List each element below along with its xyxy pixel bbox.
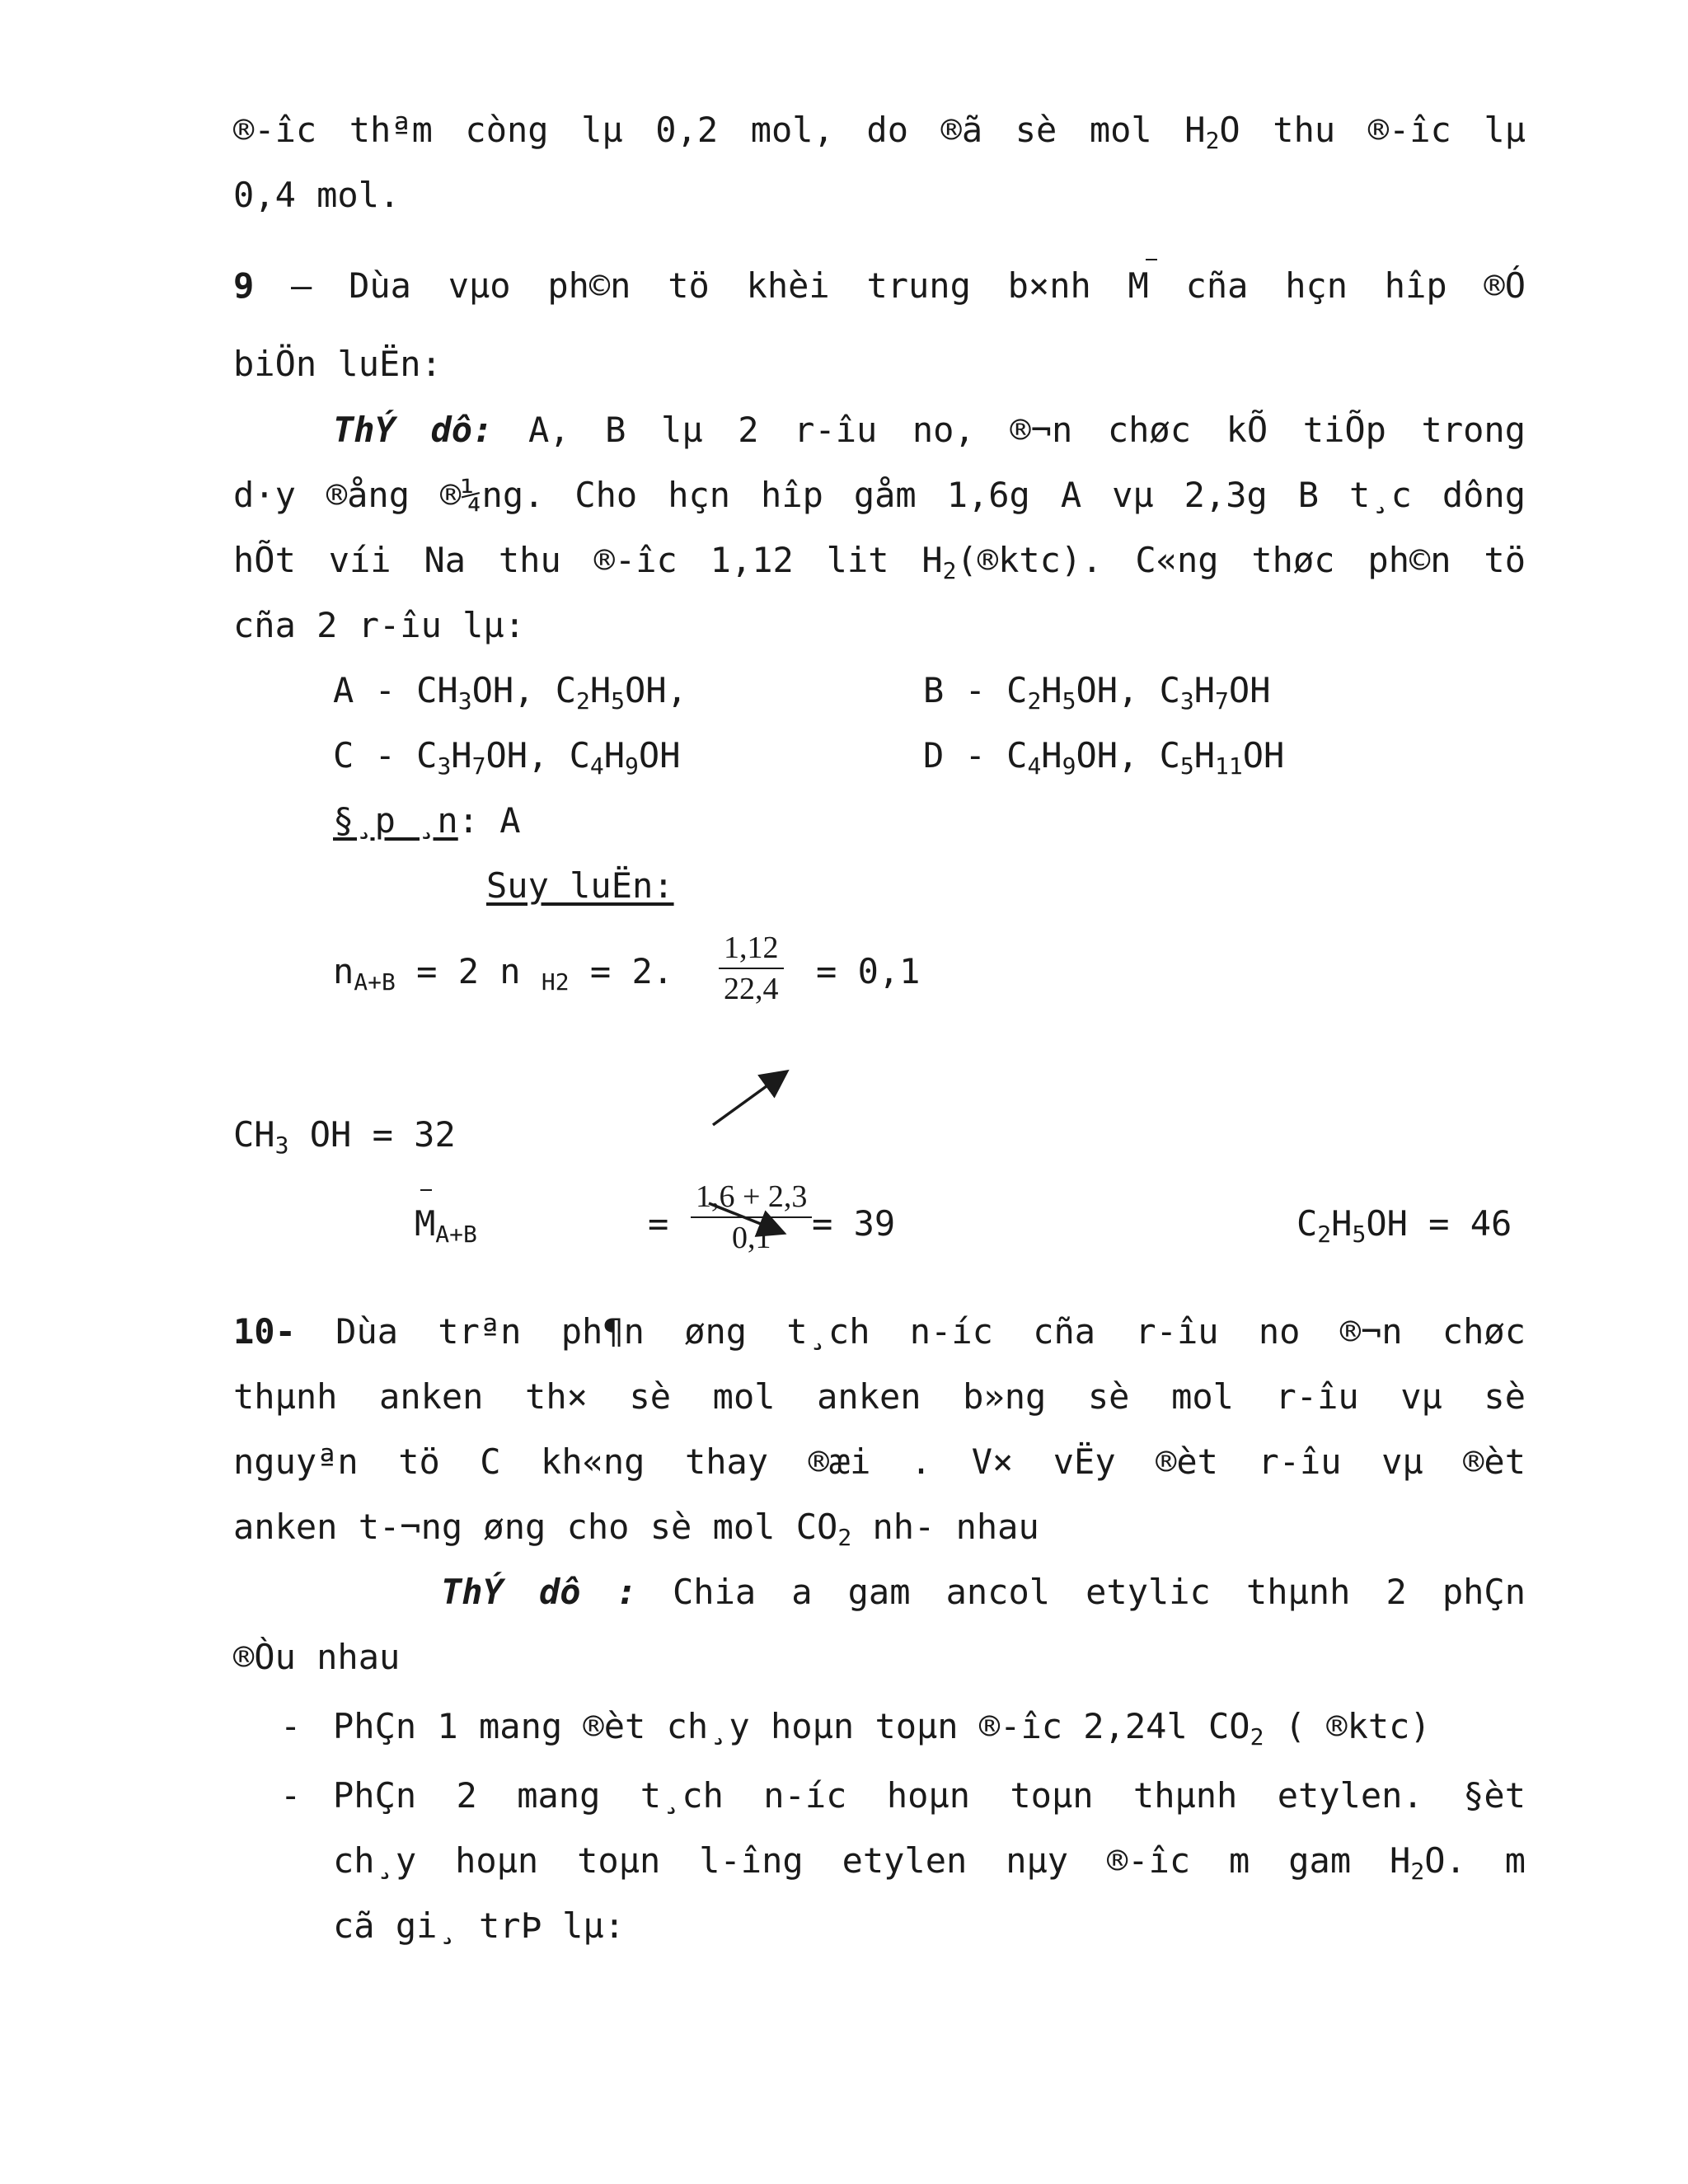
text-line: thµnh anken th× sè mol anken b»ng sè mol r-îu vµ sè <box>233 1376 1526 1417</box>
section-9-heading: 9 – Dùa vµo ph©n tö khèi trung b×nh M cña hçn hîp ®Ó <box>233 265 1526 306</box>
text-line: cña 2 r-îu lµ: <box>233 605 526 645</box>
bullet-dash: - <box>280 1775 302 1816</box>
mean-mass-label: $M_{A+B}$ <box>415 1203 477 1248</box>
text-line: biÖn luËn: <box>233 344 442 384</box>
example-line: ThÝ dô: A, B lµ 2 r-îu no, ®¬n chøc kÕ tiÕp trong <box>333 410 1526 450</box>
m-bar-symbol: M <box>1128 265 1149 306</box>
c2h5oh-value: $C_2H_5OH = 46$ <box>1296 1203 1512 1248</box>
bullet-dash: - <box>280 1706 302 1746</box>
option-a: A - $CH_3OH$, $C_2H_5OH$, <box>333 670 687 715</box>
text-line: anken t-¬ng øng cho sè mol $CO_2$ nh- nhau <box>233 1507 1039 1551</box>
arrow-up-icon <box>713 1073 785 1125</box>
overbar <box>1146 259 1157 260</box>
overbar <box>420 1189 432 1191</box>
mean-mass-result: = 39 <box>812 1203 896 1244</box>
option-c: C - $C_3H_7OH$, $C_4H_9OH$ <box>333 735 681 780</box>
equals-sign: = <box>648 1203 669 1244</box>
mole-equation: $n_{A+B} = 2$ n $_{H2}$ = 2. <box>333 951 674 996</box>
text-line: d·y ®ång ®¼ng. Cho hçn hîp gåm 1,6g A vµ 2,3g B t¸c dông <box>233 475 1526 515</box>
text-line: nguyªn tö C kh«ng thay ®æi . V× vËy ®èt r-îu vµ ®èt <box>233 1441 1526 1482</box>
suy-luan-heading: Suy luËn: <box>486 865 674 906</box>
text-line: ®-îc thªm còng lµ 0,2 mol, do ®ã sè mol $H_2O$ thu ®-îc lµ <box>233 110 1526 154</box>
mole-result: = 0,1 <box>816 951 921 991</box>
option-b: B - $C_2H_5OH$, $C_3H_7OH$ <box>923 670 1271 715</box>
text-line: 0,4 mol. <box>233 175 401 215</box>
bullet-item-2: PhÇn 2 mang t¸ch n-íc hoµn toµn thµnh etylen. §èt <box>333 1775 1526 1816</box>
fraction-1: $\frac{1,12}{22,4}$ <box>719 928 784 1009</box>
text-line: hÕt víi Na thu ®-îc 1,12 lit $H_2(®ktc)$. C«ng thøc ph©n tö <box>233 540 1526 584</box>
bullet-item-1: PhÇn 1 mang ®èt ch¸y hoµn toµn ®-îc 2,24l $CO_2$ ( ®ktc) <box>333 1706 1431 1750</box>
text-line: cã gi¸ trÞ lµ: <box>333 1905 626 1946</box>
text-line: ®Òu nhau <box>233 1637 401 1677</box>
text-line: ch¸y hoµn toµn l-îng etylen nµy ®-îc m gam $H_2O$. m <box>333 1840 1526 1885</box>
section-10-heading: 10- Dùa trªn ph¶n øng t¸ch n-íc cña r-îu no ®¬n chøc <box>233 1311 1526 1352</box>
answer-line: §¸p ¸n: A <box>333 800 521 841</box>
fraction-2: $\frac{1,6 + 2,3}{0,1}$ <box>691 1177 812 1258</box>
example-line: ThÝ dô : Chia a gam ancol etylic thµnh 2 phÇn <box>441 1572 1526 1612</box>
ch3oh-value: $CH_3$ OH = 32 <box>233 1114 456 1159</box>
option-d: D - $C_4H_9OH$, $C_5H_{11}OH$ <box>923 735 1285 780</box>
